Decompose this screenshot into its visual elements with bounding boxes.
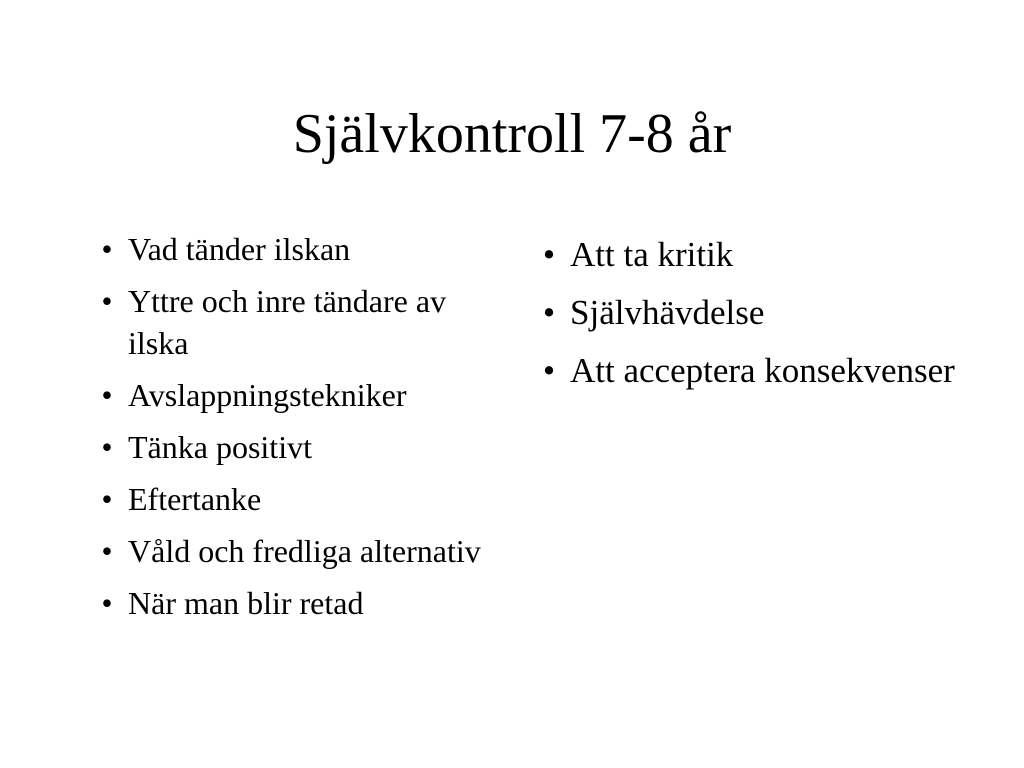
bullet-icon: • bbox=[101, 429, 113, 465]
list-item-text: Yttre och inre tändare av ilska bbox=[128, 283, 447, 361]
list-item bbox=[86, 582, 506, 624]
list-item-text: Tänka positivt bbox=[128, 429, 312, 465]
right-bullet-list bbox=[528, 232, 968, 406]
list-item-text: Självhävdelse bbox=[570, 293, 765, 332]
list-item-text: Våld och fredliga alternativ bbox=[128, 533, 481, 569]
list-item-text: Att ta kritik bbox=[570, 235, 734, 274]
list-item bbox=[528, 348, 968, 394]
bullet-icon: • bbox=[101, 585, 113, 621]
bullet-icon: • bbox=[101, 231, 113, 267]
list-item-text: När man blir retad bbox=[128, 585, 364, 621]
bullet-icon: • bbox=[101, 533, 113, 569]
list-item bbox=[86, 228, 506, 270]
list-item bbox=[86, 280, 506, 364]
list-item bbox=[528, 232, 968, 278]
list-item bbox=[86, 530, 506, 572]
left-bullet-list bbox=[86, 228, 506, 634]
bullet-icon: • bbox=[101, 377, 113, 413]
list-item-text: Att acceptera konsekvenser bbox=[570, 351, 955, 390]
slide-title: Självkontroll 7-8 år bbox=[292, 103, 732, 165]
list-item-text: Avslappningstekniker bbox=[128, 377, 407, 413]
list-item-text: Vad tänder ilskan bbox=[128, 231, 351, 267]
bullet-icon: • bbox=[542, 351, 556, 390]
list-item bbox=[86, 374, 506, 416]
bullet-icon: • bbox=[542, 235, 556, 274]
list-item bbox=[86, 478, 506, 520]
bullet-icon: • bbox=[542, 293, 556, 332]
bullet-icon: • bbox=[101, 481, 113, 517]
list-item-text: Eftertanke bbox=[128, 481, 262, 517]
bullet-icon: • bbox=[101, 283, 113, 319]
list-item bbox=[528, 290, 968, 336]
list-item bbox=[86, 426, 506, 468]
